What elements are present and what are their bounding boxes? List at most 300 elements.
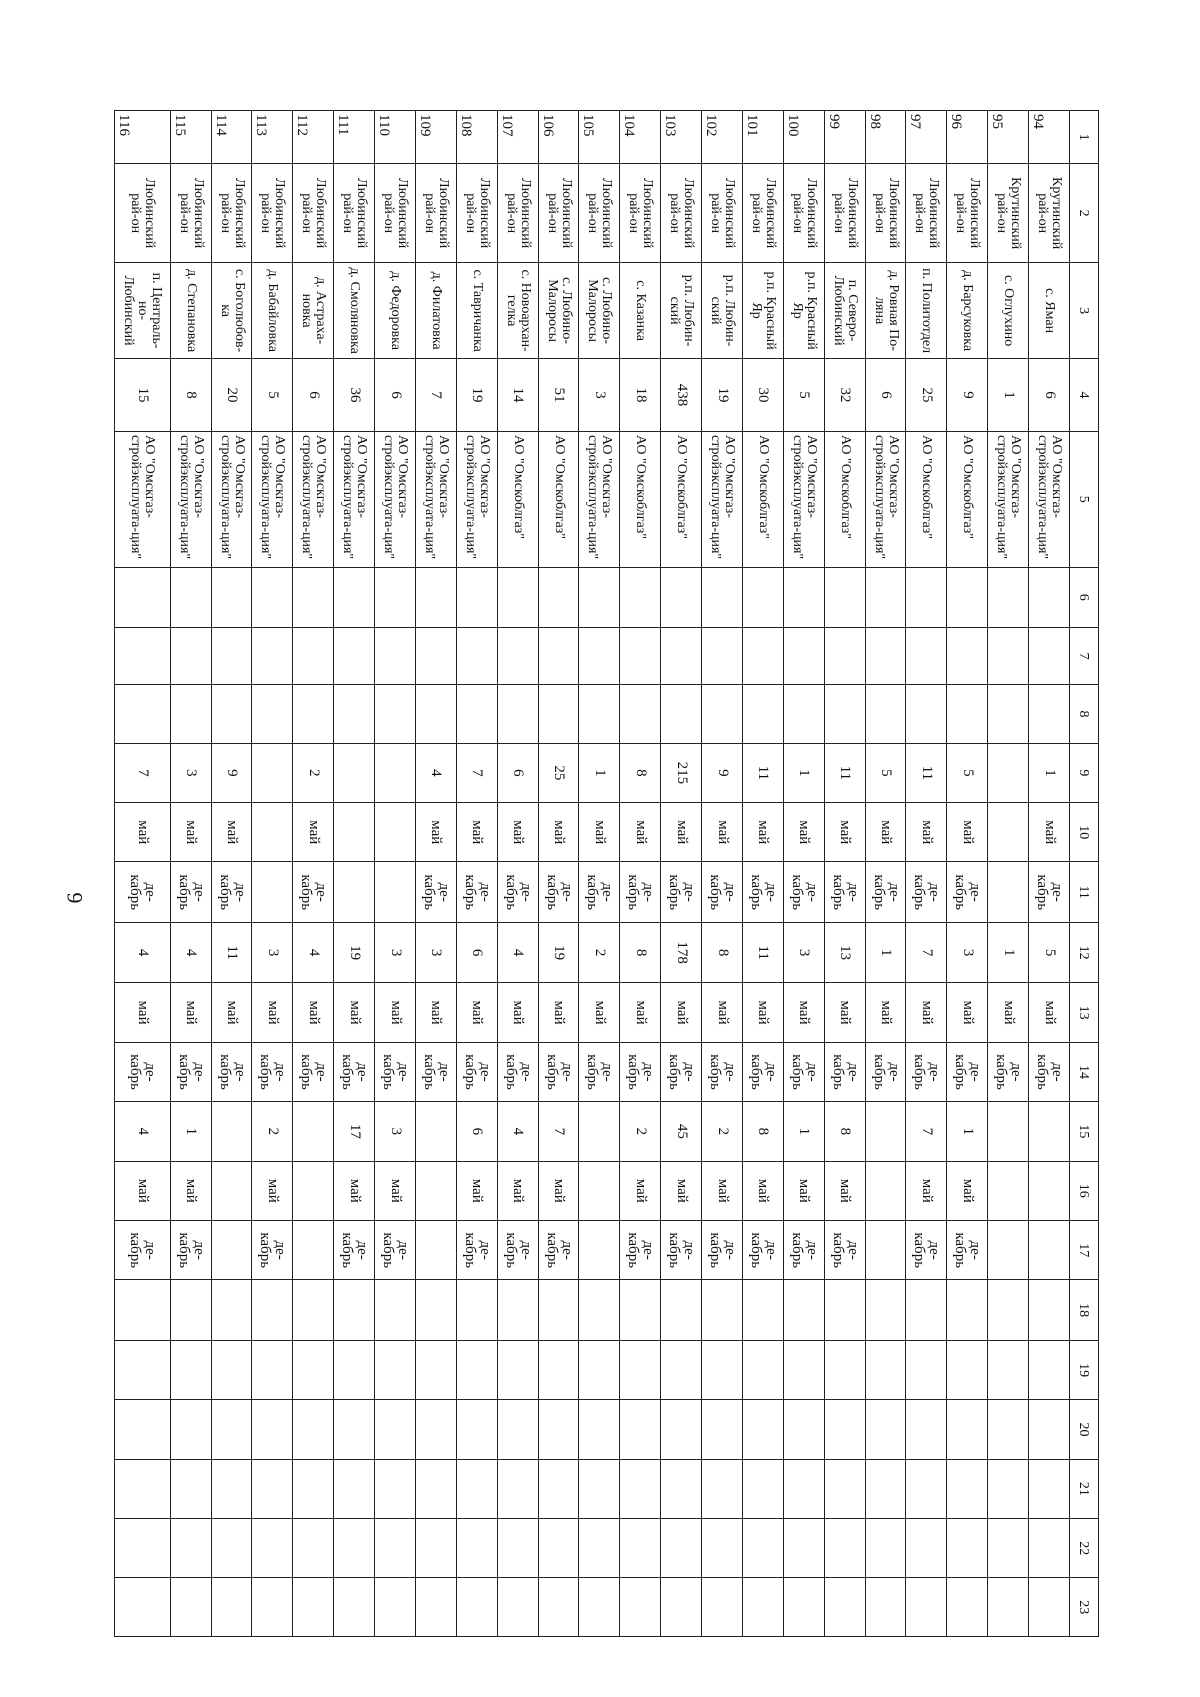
column-header: 8 [1070, 685, 1099, 743]
table-cell: де-кабрь [497, 862, 538, 922]
table-cell: май [293, 803, 334, 862]
table-cell [620, 1519, 661, 1578]
table-cell [783, 567, 824, 627]
table-cell: май [824, 983, 865, 1042]
table-cell: п. Централь-но-Любинский [115, 263, 171, 359]
table-cell: де-кабрь [620, 1221, 661, 1280]
table-cell [416, 1221, 457, 1280]
table-row [497, 111, 538, 1637]
register-table [114, 110, 1099, 1637]
table-cell: май [293, 983, 334, 1042]
table-cell: де-кабрь [743, 1221, 784, 1280]
table-cell: де-кабрь [947, 862, 988, 922]
table-cell: 113 [252, 111, 293, 164]
table-cell [702, 1400, 743, 1459]
table-cell: де-кабрь [497, 1042, 538, 1101]
table-cell: май [497, 803, 538, 862]
table-cell: де-кабрь [375, 1042, 416, 1101]
table-cell [661, 1578, 702, 1637]
table-row [661, 111, 702, 1637]
table-cell: 4 [416, 743, 457, 802]
table-cell [579, 1102, 620, 1161]
table-cell [783, 1340, 824, 1399]
table-cell: де-кабрь [743, 1042, 784, 1101]
table-cell [865, 1161, 906, 1220]
table-cell: д. Барсуковка [947, 263, 988, 359]
table-cell: май [906, 1161, 947, 1220]
table-cell: 116 [115, 111, 171, 164]
column-header: 7 [1070, 627, 1099, 684]
table-cell [538, 1459, 579, 1518]
table-cell: май [743, 803, 784, 862]
table-cell [661, 1459, 702, 1518]
table-row [334, 111, 375, 1637]
table-cell: 36 [334, 359, 375, 432]
table-cell [538, 567, 579, 627]
table-cell: де-кабрь [702, 1042, 743, 1101]
table-cell: АО "Омскоблгаз" [538, 432, 579, 568]
table-cell [293, 685, 334, 743]
table-cell: 19 [456, 359, 497, 432]
table-cell [661, 1519, 702, 1578]
table-cell: 7 [456, 743, 497, 802]
header-row [1070, 111, 1099, 1637]
table-cell: д. Федоровка [375, 263, 416, 359]
table-cell [211, 1102, 252, 1161]
table-cell [252, 1459, 293, 1518]
table-cell: май [416, 983, 457, 1042]
table-cell [375, 862, 416, 922]
column-header: 13 [1070, 983, 1099, 1042]
table-cell: 11 [824, 743, 865, 802]
table-cell [252, 567, 293, 627]
table-cell: де-кабрь [702, 862, 743, 922]
table-cell [988, 685, 1029, 743]
table-cell [702, 567, 743, 627]
table-cell [456, 1340, 497, 1399]
table-cell [416, 1161, 457, 1220]
table-cell: АО "Омскоблгаз" [620, 432, 661, 568]
table-cell [906, 567, 947, 627]
table-cell: де-кабрь [375, 1221, 416, 1280]
table-cell [824, 1459, 865, 1518]
table-cell: Любинский рай-он [252, 164, 293, 263]
table-cell [170, 627, 211, 684]
table-cell [702, 1280, 743, 1340]
table-cell [115, 1340, 171, 1399]
table-cell [783, 1578, 824, 1637]
table-row [824, 111, 865, 1637]
table-cell [211, 1459, 252, 1518]
table-cell: май [538, 983, 579, 1042]
table-cell: 3 [579, 359, 620, 432]
table-row [579, 111, 620, 1637]
table-cell [538, 1519, 579, 1578]
table-cell [293, 1161, 334, 1220]
table-cell [988, 862, 1029, 922]
table-cell [1029, 1400, 1070, 1459]
column-header: 3 [1070, 263, 1099, 359]
table-cell: де-кабрь [456, 862, 497, 922]
table-cell [620, 627, 661, 684]
table-cell: 8 [620, 743, 661, 802]
table-cell: с. Тавричанка [456, 263, 497, 359]
table-cell: АО "Омскгаз-стройэксплуата-ция" [702, 432, 743, 568]
table-cell [115, 567, 171, 627]
table-cell: 3 [416, 922, 457, 982]
column-header: 11 [1070, 862, 1099, 922]
table-cell: 19 [334, 922, 375, 982]
table-cell [702, 1459, 743, 1518]
table-cell: май [906, 983, 947, 1042]
table-cell: май [620, 1161, 661, 1220]
table-cell [416, 567, 457, 627]
table-cell [661, 1400, 702, 1459]
table-cell: май [375, 983, 416, 1042]
table-cell: 108 [456, 111, 497, 164]
table-cell: АО "Омскгаз-стройэксплуата-ция" [1029, 432, 1070, 568]
table-cell: де-кабрь [293, 1042, 334, 1101]
table-cell: май [620, 803, 661, 862]
table-cell [252, 1519, 293, 1578]
table-cell [456, 1400, 497, 1459]
table-cell: 9 [211, 743, 252, 802]
table-cell: 1 [783, 743, 824, 802]
table-cell [375, 1459, 416, 1518]
table-cell: 17 [334, 1102, 375, 1161]
table-cell: 106 [538, 111, 579, 164]
column-header: 6 [1070, 567, 1099, 627]
table-cell: де-кабрь [783, 862, 824, 922]
table-cell: де-кабрь [170, 1221, 211, 1280]
table-cell: 11 [743, 743, 784, 802]
table-cell [375, 567, 416, 627]
table-cell: де-кабрь [988, 1042, 1029, 1101]
table-cell: 4 [497, 1102, 538, 1161]
table-cell: АО "Омскгаз-стройэксплуата-ция" [375, 432, 416, 568]
table-cell [1029, 1221, 1070, 1280]
table-cell: 11 [743, 922, 784, 982]
table-cell: май [538, 1161, 579, 1220]
table-cell: 3 [783, 922, 824, 982]
table-cell: 19 [702, 359, 743, 432]
table-cell: 1 [1029, 743, 1070, 802]
table-cell [497, 1400, 538, 1459]
table-cell [293, 1519, 334, 1578]
table-cell: АО "Омскоблгаз" [743, 432, 784, 568]
table-cell: май [702, 983, 743, 1042]
table-cell [115, 1280, 171, 1340]
table-cell [293, 567, 334, 627]
table-cell [1029, 1459, 1070, 1518]
table-cell: де-кабрь [906, 1221, 947, 1280]
table-cell [743, 1459, 784, 1518]
table-cell: 18 [620, 359, 661, 432]
table-cell [252, 1578, 293, 1637]
table-cell: АО "Омскгаз-стройэксплуата-ция" [252, 432, 293, 568]
column-header: 9 [1070, 743, 1099, 802]
table-cell [988, 1519, 1029, 1578]
table-cell: де-кабрь [947, 1221, 988, 1280]
table-row [783, 111, 824, 1637]
table-cell [783, 1519, 824, 1578]
table-cell [824, 1519, 865, 1578]
table-cell [497, 1519, 538, 1578]
table-cell: де-кабрь [661, 862, 702, 922]
table-cell: де-кабрь [115, 862, 171, 922]
table-cell [947, 1400, 988, 1459]
table-cell: де-кабрь [865, 862, 906, 922]
table-cell [293, 1340, 334, 1399]
table-cell: май [906, 803, 947, 862]
table-cell: р.п. Любин-ский [702, 263, 743, 359]
column-header: 15 [1070, 1102, 1099, 1161]
table-cell: 5 [783, 359, 824, 432]
table-cell: май [702, 1161, 743, 1220]
table-cell: с. Яман [1029, 263, 1070, 359]
column-header: 1 [1070, 111, 1099, 164]
table-cell: май [375, 1161, 416, 1220]
column-header: 22 [1070, 1519, 1099, 1578]
table-cell: де-кабрь [824, 862, 865, 922]
table-row [702, 111, 743, 1637]
table-cell: АО "Омскгаз-стройэксплуата-ция" [115, 432, 171, 568]
table-cell [170, 685, 211, 743]
table-cell [661, 685, 702, 743]
table-cell [334, 862, 375, 922]
table-cell [579, 1280, 620, 1340]
table-cell: 99 [824, 111, 865, 164]
table-cell: 1 [947, 1102, 988, 1161]
table-cell [906, 1400, 947, 1459]
column-header: 5 [1070, 432, 1099, 568]
table-cell: 101 [743, 111, 784, 164]
table-cell: май [211, 803, 252, 862]
table-cell: 6 [293, 359, 334, 432]
table-cell: Любинский рай-он [538, 164, 579, 263]
table-cell: де-кабрь [456, 1042, 497, 1101]
table-cell [334, 1280, 375, 1340]
table-cell: Любинский рай-он [783, 164, 824, 263]
table-cell: 7 [906, 1102, 947, 1161]
table-cell: 5 [865, 743, 906, 802]
table-cell [293, 1102, 334, 1161]
table-cell [865, 1340, 906, 1399]
table-cell: 6 [1029, 359, 1070, 432]
table-cell: АО "Омскгаз-стройэксплуата-ция" [865, 432, 906, 568]
table-cell: 2 [579, 922, 620, 982]
table-cell [375, 685, 416, 743]
table-cell [988, 1280, 1029, 1340]
table-cell: с. Боголюбов-ка [211, 263, 252, 359]
table-cell: 1 [988, 359, 1029, 432]
table-cell: 95 [988, 111, 1029, 164]
table-cell: май [497, 983, 538, 1042]
table-cell [293, 1578, 334, 1637]
table-cell: 102 [702, 111, 743, 164]
table-cell [906, 1578, 947, 1637]
table-cell: АО "Омскгаз-стройэксплуата-ция" [416, 432, 457, 568]
table-cell: 8 [170, 359, 211, 432]
table-cell: 1 [988, 922, 1029, 982]
table-cell [538, 685, 579, 743]
table-cell: с. Новоархан-гелка [497, 263, 538, 359]
table-cell [416, 1102, 457, 1161]
table-cell: 6 [456, 1102, 497, 1161]
table-cell [115, 627, 171, 684]
table-cell: май [743, 983, 784, 1042]
table-cell [211, 1519, 252, 1578]
table-cell: 3 [375, 1102, 416, 1161]
table-cell: май [824, 1161, 865, 1220]
table-cell [743, 685, 784, 743]
table-cell [947, 1578, 988, 1637]
table-cell: де-кабрь [115, 1042, 171, 1101]
table-cell: май [252, 1161, 293, 1220]
table-cell [743, 627, 784, 684]
table-cell: де-кабрь [865, 1042, 906, 1101]
table-cell [375, 1280, 416, 1340]
table-cell: 100 [783, 111, 824, 164]
table-cell: 3 [170, 743, 211, 802]
table-cell: 6 [456, 922, 497, 982]
table-row [947, 111, 988, 1637]
table-cell [620, 1280, 661, 1340]
table-cell: де-кабрь [497, 1221, 538, 1280]
table-cell: д. Филатовка [416, 263, 457, 359]
table-cell [579, 1400, 620, 1459]
table-cell: 11 [906, 743, 947, 802]
table-cell [947, 1340, 988, 1399]
table-cell: д. Смоляновка [334, 263, 375, 359]
table-cell: Любинский рай-он [743, 164, 784, 263]
table-cell: май [620, 983, 661, 1042]
table-cell: АО "Омскоблгаз" [661, 432, 702, 568]
table-cell [743, 1578, 784, 1637]
table-cell [115, 1519, 171, 1578]
table-cell: де-кабрь [115, 1221, 171, 1280]
table-cell: 1 [579, 743, 620, 802]
table-cell [538, 1280, 579, 1340]
table-cell [702, 1519, 743, 1578]
table-cell [1029, 627, 1070, 684]
table-cell: 6 [497, 743, 538, 802]
column-header: 20 [1070, 1400, 1099, 1459]
table-cell [334, 1519, 375, 1578]
table-cell [620, 567, 661, 627]
table-cell: 25 [538, 743, 579, 802]
table-cell: 111 [334, 111, 375, 164]
table-cell: 3 [252, 922, 293, 982]
table-cell: 30 [743, 359, 784, 432]
table-cell [416, 1280, 457, 1340]
table-cell: 438 [661, 359, 702, 432]
table-cell: де-кабрь [579, 1042, 620, 1101]
table-cell: АО "Омскоблгаз" [906, 432, 947, 568]
table-cell [211, 1221, 252, 1280]
table-cell [497, 567, 538, 627]
table-cell [170, 1578, 211, 1637]
table-cell [416, 627, 457, 684]
table-cell: май [661, 983, 702, 1042]
table-row [988, 111, 1029, 1637]
column-header: 21 [1070, 1459, 1099, 1518]
table-cell [456, 567, 497, 627]
column-header: 14 [1070, 1042, 1099, 1101]
table-cell: де-кабрь [334, 1042, 375, 1101]
table-cell [579, 1221, 620, 1280]
table-cell [906, 1459, 947, 1518]
table-cell [375, 1578, 416, 1637]
table-cell: 103 [661, 111, 702, 164]
table-cell [988, 1102, 1029, 1161]
table-cell [579, 685, 620, 743]
table-cell [865, 1400, 906, 1459]
table-cell: де-кабрь [538, 862, 579, 922]
table-cell [375, 627, 416, 684]
table-cell: май [661, 1161, 702, 1220]
table-cell: Любинский рай-он [497, 164, 538, 263]
table-cell [211, 567, 252, 627]
table-cell [988, 1400, 1029, 1459]
table-cell [334, 685, 375, 743]
table-row [115, 111, 171, 1637]
table-cell: с. Казанка [620, 263, 661, 359]
table-cell: де-кабрь [1029, 1042, 1070, 1101]
table-cell: де-кабрь [743, 862, 784, 922]
table-cell [1029, 567, 1070, 627]
table-cell: 45 [661, 1102, 702, 1161]
table-cell [906, 1519, 947, 1578]
table-cell: 105 [579, 111, 620, 164]
table-cell: 4 [115, 922, 171, 982]
table-cell: 1 [783, 1102, 824, 1161]
table-cell [538, 627, 579, 684]
table-cell: Любинский рай-он [211, 164, 252, 263]
table-cell [170, 1459, 211, 1518]
table-cell: 51 [538, 359, 579, 432]
table-cell: Любинский рай-он [947, 164, 988, 263]
table-cell: Любинский рай-он [702, 164, 743, 263]
table-cell: де-кабрь [456, 1221, 497, 1280]
table-cell [456, 1578, 497, 1637]
table-row [538, 111, 579, 1637]
table-cell: 6 [865, 359, 906, 432]
table-cell [865, 567, 906, 627]
table-cell: май [865, 983, 906, 1042]
table-cell [947, 567, 988, 627]
table-cell: май [947, 803, 988, 862]
table-cell: май [947, 983, 988, 1042]
table-cell: май [416, 803, 457, 862]
table-cell: 104 [620, 111, 661, 164]
table-cell [988, 1161, 1029, 1220]
table-cell [865, 1280, 906, 1340]
table-cell [497, 1578, 538, 1637]
table-cell: 2 [252, 1102, 293, 1161]
table-cell: д. Степановка [170, 263, 211, 359]
table-cell [988, 1340, 1029, 1399]
table-cell: с. Любино-Малоросы [538, 263, 579, 359]
table-cell [865, 1578, 906, 1637]
table-cell: де-кабрь [293, 862, 334, 922]
table-cell: май [456, 983, 497, 1042]
table-cell: де-кабрь [252, 1042, 293, 1101]
table-cell: де-кабрь [947, 1042, 988, 1101]
table-cell [115, 1578, 171, 1637]
table-cell [824, 627, 865, 684]
table-cell [252, 1280, 293, 1340]
